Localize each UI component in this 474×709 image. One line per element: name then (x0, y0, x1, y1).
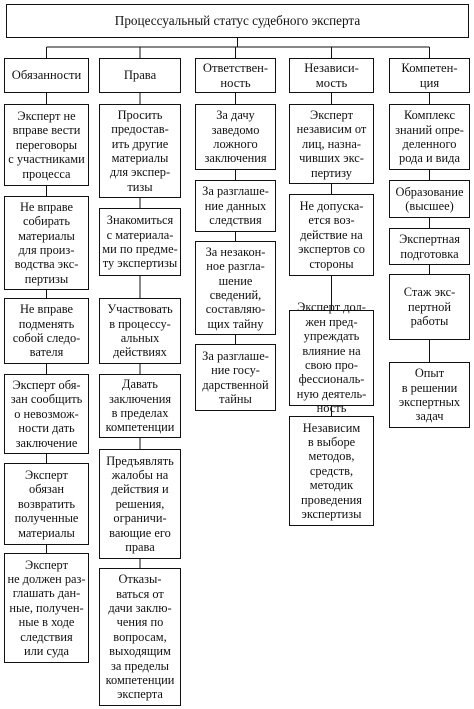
rights-item-1: Просить предостав- ить другие материалы для экспер- тизы (99, 104, 181, 198)
column-header-responsibility: Ответствен- ность (195, 58, 276, 93)
duties-item-6: Эксперт не должен раз- глашать дан- ные, получен- ные в ходе следствия или суда (4, 553, 89, 663)
column-header-duties: Обязанности (4, 58, 89, 93)
rights-item-3: Участвовать в процессу- альных действиях (99, 298, 181, 364)
root-title-box: Процессуальный статус судебного эксперта (6, 4, 469, 38)
competence-item-1: Комплекс знаний опре- деленного рода и вида (389, 104, 470, 170)
duties-item-4: Эксперт обя- зан сообщить о невозмож- ности дать заключение (4, 374, 89, 454)
independence-item-3: Эксперт дол- жен пред- упреждать влияние на свою про- фессиональ- ную деятель- ность (289, 310, 374, 406)
rights-item-4: Давать заключения в пределах компетенции (99, 374, 181, 438)
rights-item-6: Отказы- ваться от дачи заклю- чения по вопросам, выходящим за пределы компетенции эксперта (99, 568, 181, 706)
duties-item-1: Эксперт не вправе вести переговоры с участниками процесса (4, 104, 89, 186)
duties-item-2: Не вправе собирать материалы для произ- водства экс- пертизы (4, 196, 89, 290)
column-header-competence: Компетен- ция (389, 58, 470, 93)
independence-item-4: Независим в выборе методов, средств, методик проведения экспертизы (289, 416, 374, 526)
responsibility-item-1: За дачу заведомо ложного заключения (195, 104, 276, 170)
competence-item-4: Стаж экс- пертной работы (389, 274, 470, 340)
rights-item-2: Знакомиться с материала- ми по предме- ту экспертизы (99, 208, 181, 276)
duties-item-5: Эксперт обязан возвратить полученные материалы (4, 463, 89, 545)
responsibility-item-3: За незакон- ное разгла- шение сведений, составляю- щих тайну (195, 241, 276, 335)
responsibility-item-4: За разглаше- ние госу- дарственной тайны (195, 344, 276, 411)
duties-item-3: Не вправе подменять собой следо- вателя (4, 298, 89, 364)
responsibility-item-2: За разглаше- ние данных следствия (195, 180, 276, 232)
column-header-rights: Права (99, 58, 181, 93)
independence-item-2: Не допуска- ется воз- действие на экспертов со стороны (289, 194, 374, 276)
independence-item-1: Эксперт независим от лиц, назна- чивших экс- пертизу (289, 104, 374, 184)
competence-item-5: Опыт в решении экспертных задач (389, 362, 470, 428)
competence-item-3: Экспертная подготовка (389, 228, 470, 265)
column-header-independence: Независи- мость (289, 58, 374, 93)
rights-item-5: Предъявлять жалобы на действия и решения, ограничи- вающие его права (99, 449, 181, 559)
competence-item-2: Образование (высшее) (389, 180, 470, 218)
